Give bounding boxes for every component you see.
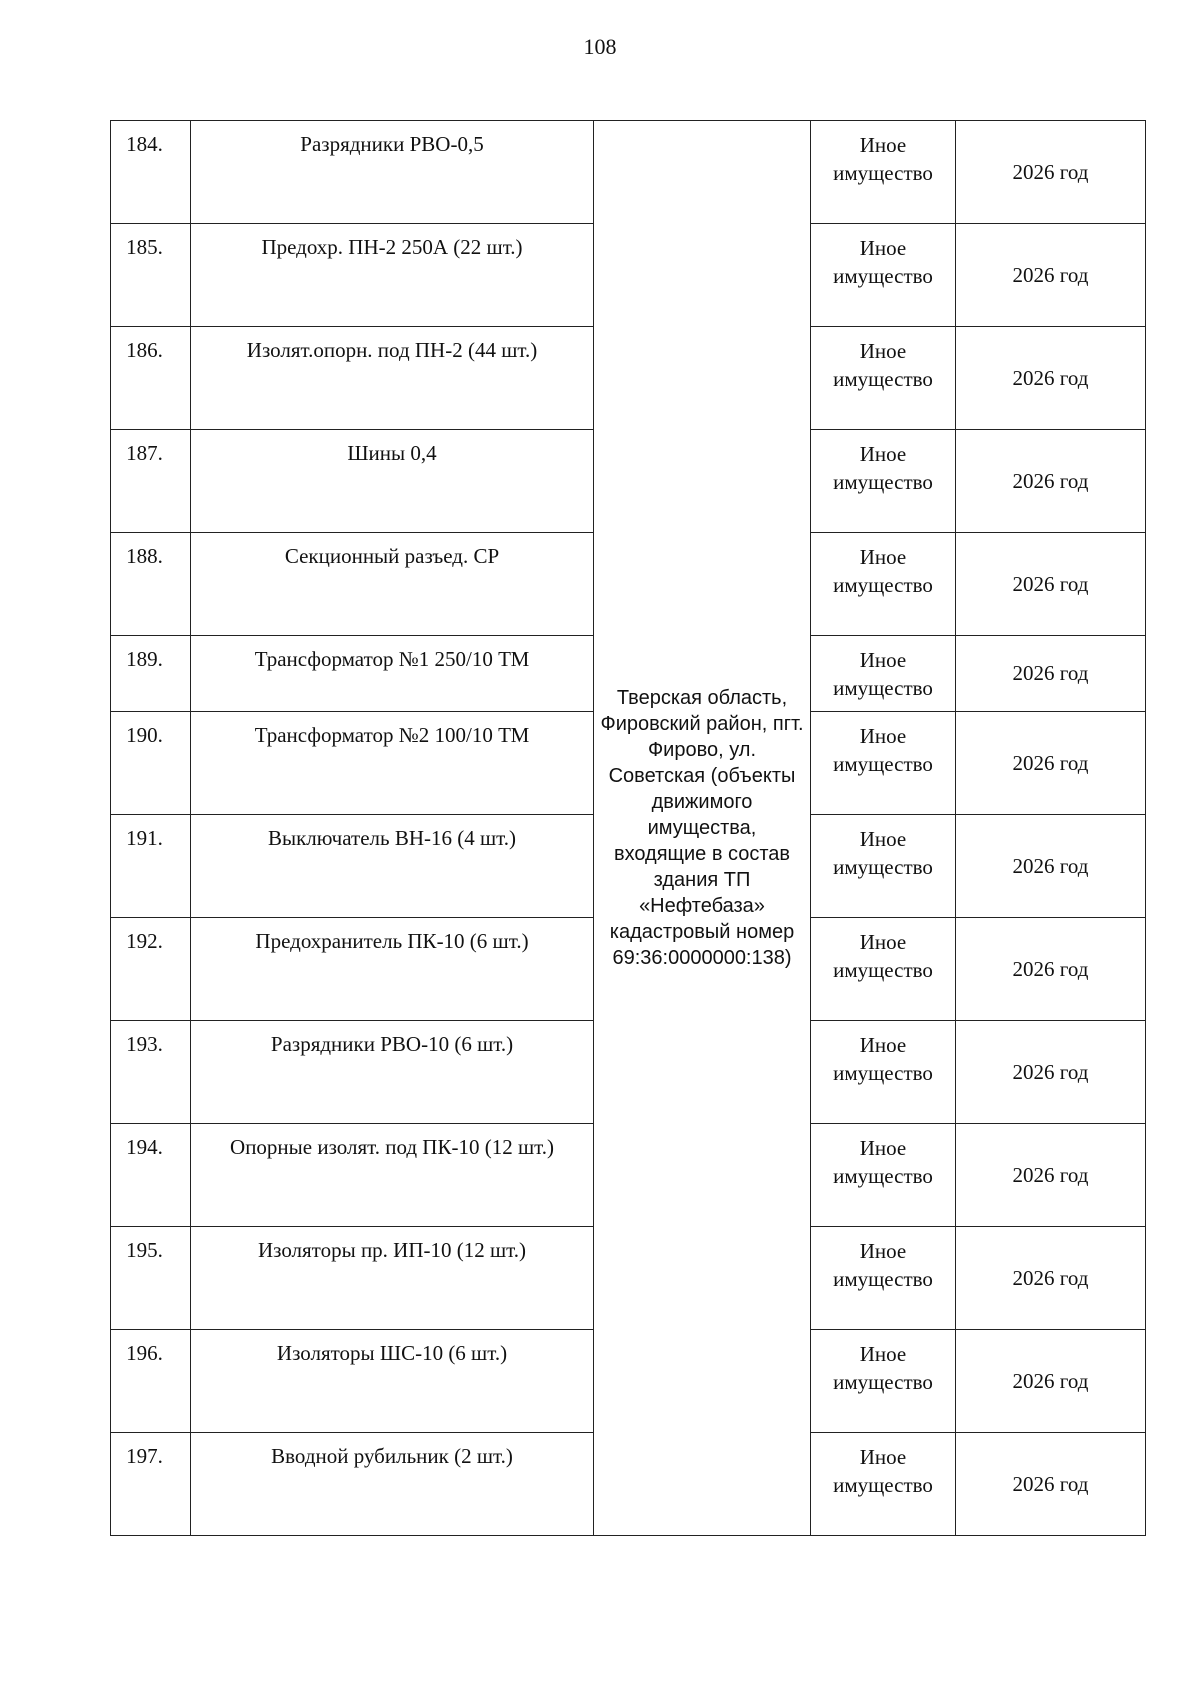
- year: 2026 год: [956, 1021, 1146, 1124]
- item-name: Разрядники РВО-0,5: [191, 121, 594, 224]
- property-type: Иное имущество: [811, 712, 956, 815]
- year: 2026 год: [956, 430, 1146, 533]
- year: 2026 год: [956, 1433, 1146, 1536]
- row-number: 185.: [111, 224, 191, 327]
- property-type: Иное имущество: [811, 1227, 956, 1330]
- property-type: Иное имущество: [811, 533, 956, 636]
- row-number: 189.: [111, 636, 191, 712]
- item-name: Разрядники РВО-10 (6 шт.): [191, 1021, 594, 1124]
- row-number: 191.: [111, 815, 191, 918]
- year: 2026 год: [956, 636, 1146, 712]
- item-name: Трансформатор №1 250/10 ТМ: [191, 636, 594, 712]
- row-number: 192.: [111, 918, 191, 1021]
- property-type: Иное имущество: [811, 224, 956, 327]
- property-type: Иное имущество: [811, 636, 956, 712]
- location-address: Тверская область, Фировский район, пгт. Фирово, ул. Советская (объекты движимого имущества, входящие в состав здания ТП «Нефтебаза» кадастровый номер 69:36:0000000:138): [594, 121, 811, 1536]
- item-name: Предохр. ПН-2 250А (22 шт.): [191, 224, 594, 327]
- item-name: Изолят.опорн. под ПН-2 (44 шт.): [191, 327, 594, 430]
- row-number: 184.: [111, 121, 191, 224]
- property-type: Иное имущество: [811, 430, 956, 533]
- year: 2026 год: [956, 224, 1146, 327]
- row-number: 193.: [111, 1021, 191, 1124]
- year: 2026 год: [956, 533, 1146, 636]
- property-type: Иное имущество: [811, 121, 956, 224]
- year: 2026 год: [956, 1227, 1146, 1330]
- page-number: 108: [583, 34, 617, 59]
- property-type: Иное имущество: [811, 918, 956, 1021]
- row-number: 194.: [111, 1124, 191, 1227]
- property-type: Иное имущество: [811, 1433, 956, 1536]
- row-number: 195.: [111, 1227, 191, 1330]
- table-row: [111, 121, 1146, 224]
- year: 2026 год: [956, 1124, 1146, 1227]
- row-number: 186.: [111, 327, 191, 430]
- property-type: Иное имущество: [811, 1330, 956, 1433]
- property-type: Иное имущество: [811, 1021, 956, 1124]
- row-number: 196.: [111, 1330, 191, 1433]
- item-name: Опорные изолят. под ПК-10 (12 шт.): [191, 1124, 594, 1227]
- property-type: Иное имущество: [811, 327, 956, 430]
- item-name: Предохранитель ПК-10 (6 шт.): [191, 918, 594, 1021]
- item-name: Выключатель ВН-16 (4 шт.): [191, 815, 594, 918]
- year: 2026 год: [956, 815, 1146, 918]
- item-name: Шины 0,4: [191, 430, 594, 533]
- item-name: Вводной рубильник (2 шт.): [191, 1433, 594, 1536]
- property-type: Иное имущество: [811, 1124, 956, 1227]
- year: 2026 год: [956, 327, 1146, 430]
- year: 2026 год: [956, 918, 1146, 1021]
- row-number: 197.: [111, 1433, 191, 1536]
- item-name: Секционный разъед. СР: [191, 533, 594, 636]
- item-name: Изоляторы ШС-10 (6 шт.): [191, 1330, 594, 1433]
- row-number: 190.: [111, 712, 191, 815]
- item-name: Трансформатор №2 100/10 ТМ: [191, 712, 594, 815]
- item-name: Изоляторы пр. ИП-10 (12 шт.): [191, 1227, 594, 1330]
- row-number: 187.: [111, 430, 191, 533]
- year: 2026 год: [956, 712, 1146, 815]
- property-type: Иное имущество: [811, 815, 956, 918]
- year: 2026 год: [956, 121, 1146, 224]
- row-number: 188.: [111, 533, 191, 636]
- year: 2026 год: [956, 1330, 1146, 1433]
- property-table: [110, 120, 1146, 1536]
